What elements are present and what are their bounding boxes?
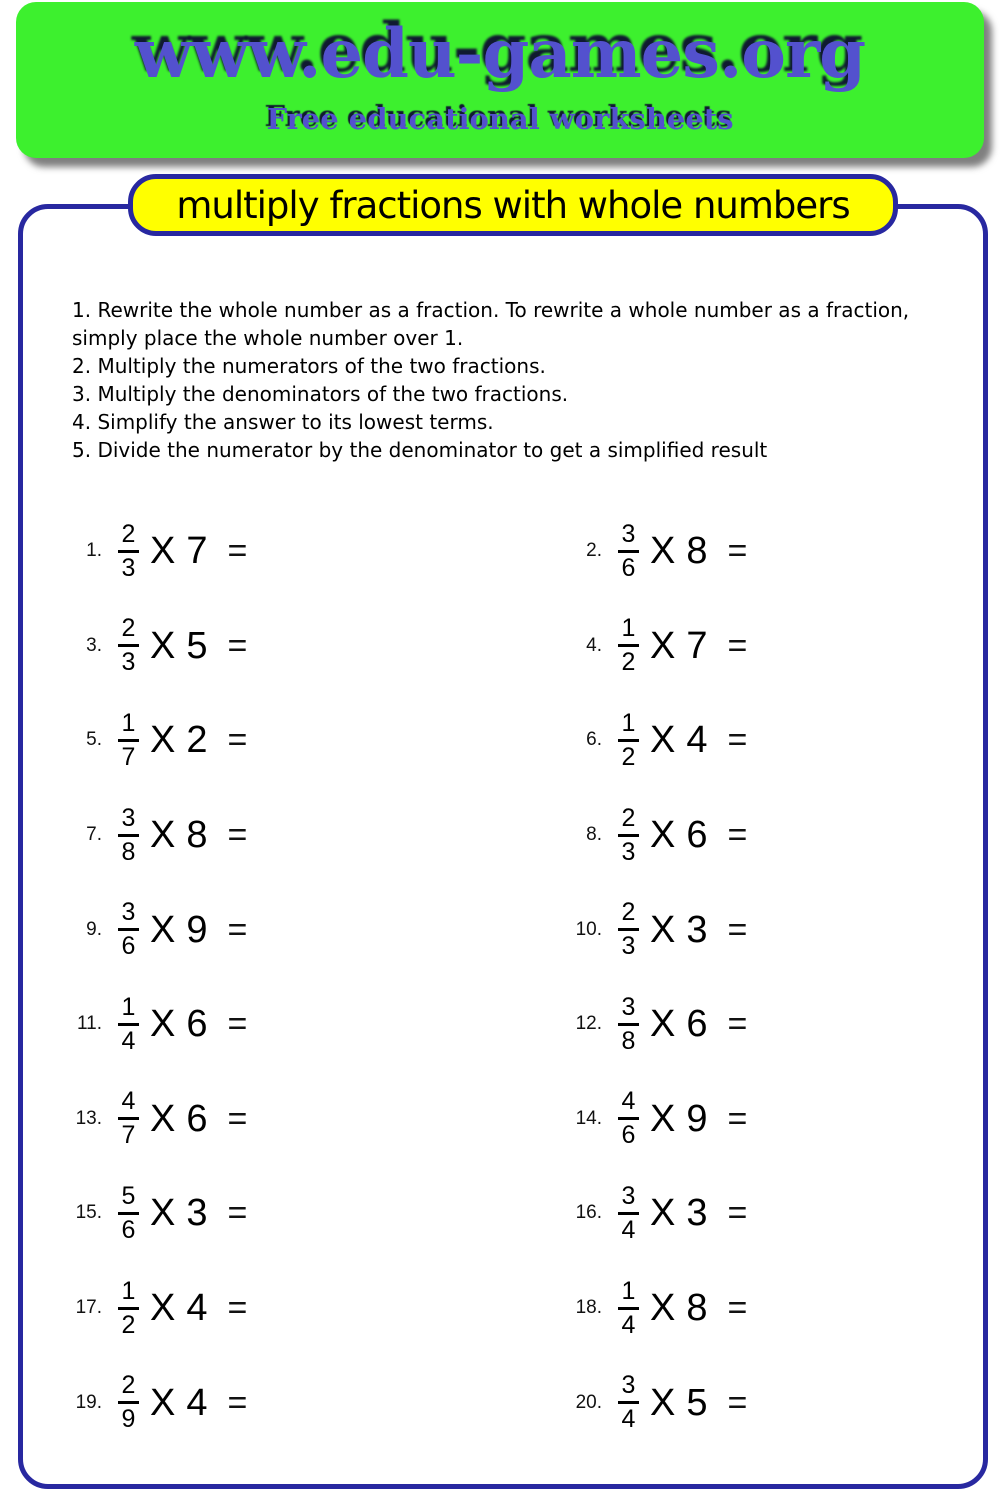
equals-sign: = — [727, 816, 748, 855]
problem-row — [560, 1166, 940, 1261]
multiply-operator: X — [150, 1097, 176, 1140]
instruction-line: 1. Rewrite the whole number as a fraction. To rewrite a whole number as a fraction, — [72, 298, 910, 322]
problem-number: 10. — [575, 918, 602, 940]
whole-number: 8 — [686, 1287, 708, 1330]
whole-number: 5 — [186, 624, 208, 667]
instruction-line: 2. Multiply the numerators of the two fractions. — [72, 354, 546, 378]
problem-row — [60, 1261, 560, 1356]
fraction-denominator: 9 — [121, 1405, 136, 1434]
whole-number: 6 — [686, 814, 708, 857]
instruction-line: 3. Multiply the denominators of the two fractions. — [72, 382, 569, 406]
problem-number: 7. — [86, 824, 102, 846]
fraction-bar — [618, 928, 639, 931]
multiply-operator: X — [650, 1381, 676, 1424]
fraction — [618, 992, 639, 1055]
equals-sign: = — [727, 1383, 748, 1422]
fraction-bar — [118, 1023, 139, 1026]
fraction-numerator: 3 — [621, 519, 636, 548]
multiply-operator: X — [650, 814, 676, 857]
fraction-bar — [618, 834, 639, 837]
fraction-bar — [118, 928, 139, 931]
equals-sign: = — [227, 1194, 248, 1233]
whole-number: 6 — [686, 1003, 708, 1046]
instruction-line: simply place the whole number over 1. — [72, 326, 464, 350]
problem-number: 14. — [575, 1107, 602, 1129]
problem-row — [560, 504, 940, 599]
instruction-line: 4. Simplify the answer to its lowest terms. — [72, 410, 494, 434]
fraction-numerator: 1 — [121, 1276, 136, 1305]
equals-sign: = — [227, 1289, 248, 1328]
fraction-denominator: 8 — [621, 1026, 636, 1055]
whole-number: 8 — [186, 814, 208, 857]
fraction-numerator: 1 — [121, 708, 136, 737]
equals-sign: = — [227, 1383, 248, 1422]
fraction — [118, 1089, 139, 1148]
equals-sign: = — [227, 816, 248, 855]
fraction-bar — [118, 834, 139, 837]
fraction — [118, 519, 139, 582]
problem-number: 16. — [575, 1202, 602, 1224]
fraction-denominator: 3 — [621, 932, 636, 961]
fraction-bar — [118, 1307, 139, 1310]
fraction-numerator: 2 — [621, 898, 636, 927]
whole-number: 3 — [686, 908, 708, 951]
multiply-operator: X — [150, 719, 176, 762]
problems-grid — [60, 504, 940, 1450]
fraction — [118, 1276, 139, 1339]
equals-sign: = — [227, 532, 248, 571]
fraction-bar — [118, 1117, 139, 1120]
equals-sign: = — [727, 1005, 748, 1044]
fraction — [618, 1089, 639, 1148]
whole-number: 6 — [186, 1003, 208, 1046]
fraction-denominator: 7 — [121, 1121, 136, 1150]
problem-row — [560, 1355, 940, 1450]
multiply-operator: X — [650, 908, 676, 951]
fraction-numerator: 2 — [121, 614, 136, 643]
problem-row — [60, 693, 560, 788]
multiply-operator: X — [150, 1381, 176, 1424]
fraction-denominator: 3 — [121, 648, 136, 677]
multiply-operator: X — [150, 624, 176, 667]
instruction-line: 5. Divide the numerator by the denominator to get a simplified result — [72, 438, 768, 462]
fraction-numerator: 5 — [121, 1181, 136, 1210]
whole-number: 7 — [186, 530, 208, 573]
fraction-denominator: 4 — [621, 1215, 636, 1244]
problem-row — [60, 599, 560, 694]
whole-number: 4 — [186, 1381, 208, 1424]
fraction-bar — [118, 739, 139, 742]
whole-number: 6 — [186, 1097, 208, 1140]
fraction-numerator: 1 — [621, 614, 636, 643]
fraction-numerator: 2 — [621, 803, 636, 832]
problem-number: 5. — [86, 729, 102, 751]
fraction-denominator: 6 — [621, 553, 636, 582]
problem-number: 13. — [75, 1107, 102, 1129]
multiply-operator: X — [150, 908, 176, 951]
fraction — [618, 803, 639, 866]
equals-sign: = — [727, 626, 748, 665]
problem-row — [60, 1072, 560, 1167]
whole-number: 9 — [186, 908, 208, 951]
fraction-denominator: 2 — [621, 742, 636, 771]
problem-number: 15. — [75, 1202, 102, 1224]
fraction — [118, 616, 139, 675]
fraction — [118, 1181, 139, 1244]
fraction-bar — [118, 1212, 139, 1215]
fraction — [118, 1373, 139, 1432]
fraction-denominator: 4 — [621, 1310, 636, 1339]
whole-number: 3 — [186, 1192, 208, 1235]
site-title: www.edu-games.org — [134, 14, 866, 93]
fraction — [618, 900, 639, 959]
whole-number: 3 — [686, 1192, 708, 1235]
fraction-bar — [618, 1212, 639, 1215]
problem-row — [60, 1355, 560, 1450]
fraction — [118, 708, 139, 771]
multiply-operator: X — [650, 1287, 676, 1330]
equals-sign: = — [227, 626, 248, 665]
fraction-denominator: 4 — [621, 1405, 636, 1434]
problem-row — [560, 1261, 940, 1356]
multiply-operator: X — [650, 719, 676, 762]
problem-row — [60, 788, 560, 883]
fraction-denominator: 8 — [121, 837, 136, 866]
whole-number: 2 — [186, 719, 208, 762]
fraction-numerator: 2 — [121, 1371, 136, 1400]
whole-number: 4 — [686, 719, 708, 762]
equals-sign: = — [727, 721, 748, 760]
equals-sign: = — [727, 1289, 748, 1328]
multiply-operator: X — [150, 814, 176, 857]
problem-number: 4. — [586, 634, 602, 656]
fraction-bar — [618, 1401, 639, 1404]
equals-sign: = — [727, 1194, 748, 1233]
fraction-numerator: 1 — [621, 708, 636, 737]
equals-sign: = — [227, 910, 248, 949]
equals-sign: = — [227, 1005, 248, 1044]
problem-row — [560, 599, 940, 694]
multiply-operator: X — [150, 1287, 176, 1330]
problem-row — [60, 1166, 560, 1261]
fraction-numerator: 3 — [621, 1181, 636, 1210]
fraction — [618, 616, 639, 675]
multiply-operator: X — [150, 530, 176, 573]
problem-number: 11. — [76, 1013, 102, 1035]
fraction — [618, 519, 639, 582]
fraction-denominator: 3 — [121, 553, 136, 582]
fraction-numerator: 3 — [621, 992, 636, 1021]
fraction-bar — [618, 1023, 639, 1026]
problem-number: 12. — [575, 1013, 602, 1035]
whole-number: 5 — [686, 1381, 708, 1424]
fraction-numerator: 3 — [121, 803, 136, 832]
fraction-denominator: 4 — [121, 1026, 136, 1055]
fraction-bar — [618, 1117, 639, 1120]
problem-row — [560, 788, 940, 883]
whole-number: 7 — [686, 624, 708, 667]
problem-row — [560, 1072, 940, 1167]
fraction — [618, 1181, 639, 1244]
problem-number: 6. — [586, 729, 602, 751]
fraction — [618, 708, 639, 771]
problem-number: 18. — [575, 1297, 602, 1319]
problem-number: 2. — [586, 540, 602, 562]
fraction-denominator: 6 — [121, 932, 136, 961]
multiply-operator: X — [150, 1192, 176, 1235]
problem-row — [60, 882, 560, 977]
problem-number: 3. — [86, 634, 102, 656]
fraction-bar — [618, 1307, 639, 1310]
equals-sign: = — [727, 910, 748, 949]
instructions — [72, 296, 952, 464]
problem-number: 9. — [86, 918, 102, 940]
problem-number: 17. — [75, 1297, 102, 1319]
fraction-denominator: 2 — [621, 648, 636, 677]
problem-number: 8. — [586, 824, 602, 846]
site-subtitle: Free educational worksheets — [266, 102, 734, 136]
fraction-denominator: 7 — [121, 742, 136, 771]
fraction-denominator: 3 — [621, 837, 636, 866]
problem-row — [560, 977, 940, 1072]
fraction-numerator: 3 — [621, 1371, 636, 1400]
problem-row — [60, 977, 560, 1072]
fraction — [618, 1373, 639, 1432]
fraction-bar — [118, 644, 139, 647]
multiply-operator: X — [650, 624, 676, 667]
site-banner — [16, 2, 984, 158]
fraction-bar — [618, 550, 639, 553]
fraction — [118, 900, 139, 959]
whole-number: 8 — [686, 530, 708, 573]
fraction-denominator: 2 — [121, 1310, 136, 1339]
fraction-denominator: 6 — [621, 1121, 636, 1150]
equals-sign: = — [727, 532, 748, 571]
multiply-operator: X — [650, 1003, 676, 1046]
fraction-numerator: 4 — [621, 1087, 636, 1116]
equals-sign: = — [727, 1099, 748, 1138]
problem-row — [60, 504, 560, 599]
problem-row — [560, 882, 940, 977]
multiply-operator: X — [650, 530, 676, 573]
multiply-operator: X — [650, 1192, 676, 1235]
equals-sign: = — [227, 1099, 248, 1138]
fraction — [118, 803, 139, 866]
fraction-numerator: 1 — [121, 992, 136, 1021]
fraction-numerator: 1 — [621, 1276, 636, 1305]
problem-number: 20. — [575, 1391, 602, 1413]
fraction-bar — [118, 1401, 139, 1404]
fraction-bar — [618, 739, 639, 742]
fraction — [118, 992, 139, 1055]
fraction-numerator: 4 — [121, 1087, 136, 1116]
fraction-bar — [118, 550, 139, 553]
whole-number: 4 — [186, 1287, 208, 1330]
multiply-operator: X — [150, 1003, 176, 1046]
multiply-operator: X — [650, 1097, 676, 1140]
fraction-denominator: 6 — [121, 1215, 136, 1244]
equals-sign: = — [227, 721, 248, 760]
fraction-numerator: 3 — [121, 898, 136, 927]
problem-number: 19. — [75, 1391, 102, 1413]
fraction-numerator: 2 — [121, 519, 136, 548]
worksheet-title: multiply fractions with whole numbers — [128, 174, 898, 236]
fraction-bar — [618, 644, 639, 647]
whole-number: 9 — [686, 1097, 708, 1140]
problem-number: 1. — [86, 540, 102, 562]
problem-row — [560, 693, 940, 788]
fraction — [618, 1276, 639, 1339]
